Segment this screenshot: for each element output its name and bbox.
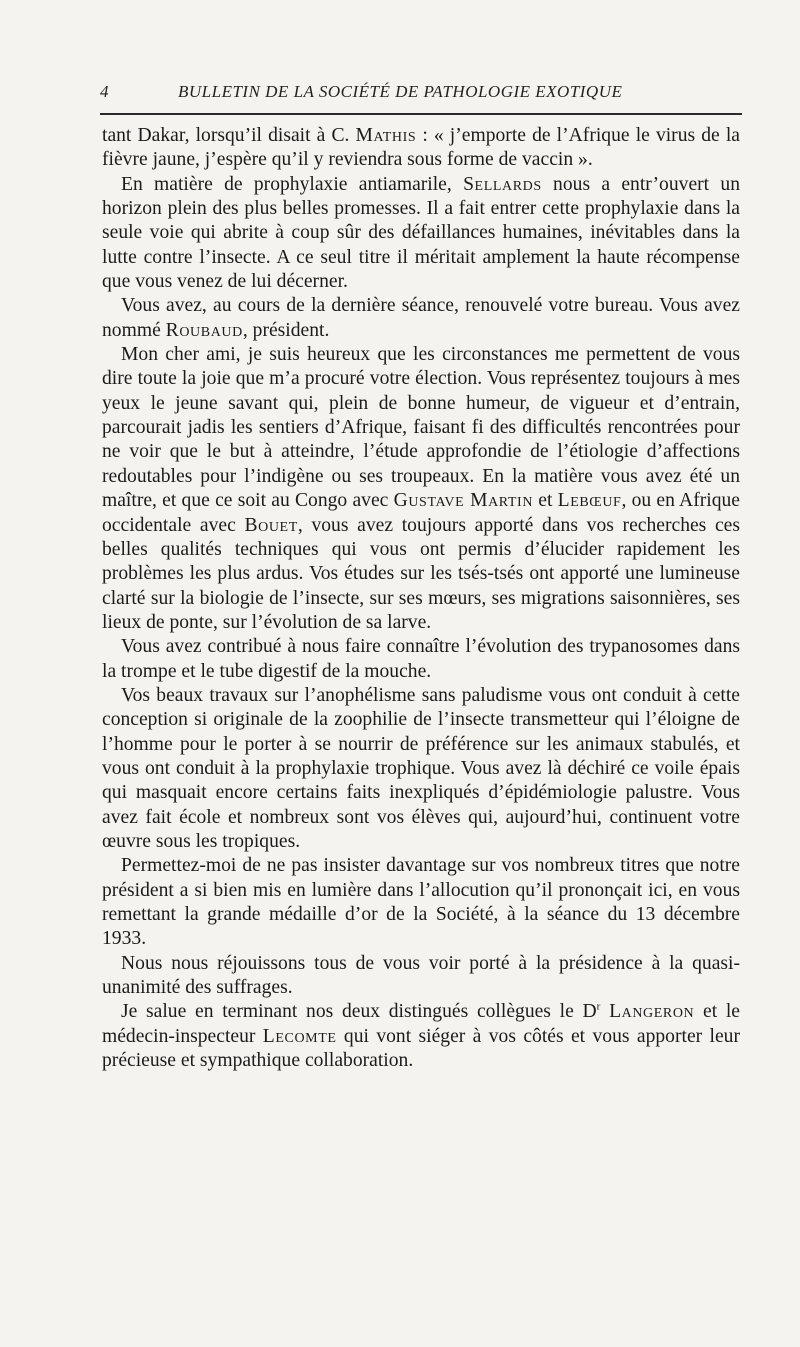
running-header [100,82,742,106]
paragraph-7 [102,854,740,951]
person-name: Sellards [463,173,542,195]
text-run: nous a entr’ouvert un horizon plein des plus belles promesses. Il a fait entrer cette prophylaxie dans la seule voie qui abrite à coup sûr des défaillances humaines, inévitables dans la lutte contre l’insecte. A ce seul titre il méritait amplement la haute récompense que vous venez de lui décerner. [102,173,740,293]
paragraph-8 [102,952,740,1001]
paragraph-5 [102,635,740,684]
paragraph-9 [102,1000,740,1073]
text-run: Vous avez, au cours de la dernière séance, renouvelé votre bureau. Vous avez nommé [102,295,740,341]
person-name: Bouet [244,514,298,536]
text-run: En matière de prophylaxie antiamarile, [121,173,464,195]
paragraph-2 [102,173,740,295]
person-name: Gustave Martin [393,490,534,512]
paragraph-1 [102,124,740,173]
text-run: , ou en Afrique occidentale avec [102,490,740,536]
text-run: Je salue en terminant nos deux distingués collègues le D [121,1001,597,1023]
text-run: qui vont siéger à vos côtés et vous apporter leur précieuse et sympathique collaboration. [102,1025,741,1072]
paragraph-3 [102,294,740,343]
text-run: , président. [242,319,330,341]
text-run: : « j’emporte de l’Afrique le virus de la fièvre jaune, j’espère qu’il y reviendra sous forme de vaccin ». [102,125,740,171]
text-run: Mon cher ami, je suis heureux que les circonstances me permettent de vous dire toute la joie que m’a procuré votre élection. Vous représentez toujours à mes yeux le jeune savant qui, plein de bonne humeur, de vigueur et d’entrain, parcourait jadis les sentiers d’Afrique, faisant fi des difficultés rencontrées pour ne voir que le but à atteindre, l’étude approfondie de l’étiologie d’affections redoutables pour l’indigène ou ses troupeaux. En la matière vous avez été un maître, et que ce soit au Congo avec [102,344,740,512]
body-text [102,124,740,1073]
text-run: Nous nous réjouissons tous de vous voir porté à la présidence à la quasi-unanimité des suffrages. [102,952,740,999]
text-run: Vos beaux travaux sur l’anophélisme sans paludisme vous ont conduit à cette conception si originale de la zoophilie de l’insecte transmetteur qui l’éloigne de l’homme pour le porter à se nourrir de préférence sur les animaux stabulés, et vous ont conduit à la prophylaxie trophique. Vous avez là déchiré ce voile épais qui masquait encore certains faits inexpliqués d’épidémiologie palustre. Vous avez fait école et nombreux sont vos élèves qui, aujourd’hui, continuent votre œuvre sous les tropiques. [102,684,740,852]
person-name: Lecomte [262,1025,337,1047]
text-run: tant Dakar, lorsqu’il disait à C. [102,125,356,146]
paragraph-6 [102,684,740,854]
header-rule [100,113,742,115]
text-run: et [533,490,558,512]
running-title: BULLETIN DE LA SOCIÉTÉ DE PATHOLOGIE EXOTIQUE [178,82,623,101]
person-name: Langeron [609,1001,695,1023]
text-run: et le médecin-inspecteur [102,1001,740,1047]
superscript: r [596,1000,601,1013]
person-name: Lebœuf [557,490,622,512]
text-run: Permettez-moi de ne pas insister davantage sur vos nombreux titres que notre président a si bien mis en lumière dans l’allocution qu’il prononçait ici, en vous remettant la grande médaille d’or de la Société, à la séance du 13 décembre 1933. [102,855,740,950]
text-run: Vous avez contribué à nous faire connaître l’évolution des trypanosomes dans la trompe et le tube digestif de la mouche. [102,636,740,682]
paragraph-4 [102,343,740,635]
page-number: 4 [100,82,109,101]
person-name: Mathis [355,125,417,146]
text-run: , vous avez toujours apporté dans vos recherches ces belles qualités techniques qui vous ont permis d’élucider rapidement les problèmes les plus ardus. Vos études sur les tsés-tsés ont apporté une lumineuse clarté sur la biologie de l’insecte, sur ses mœurs, ses migrations saisonnières, ses lieux de ponte, sur l’évolution de sa larve. [102,514,741,633]
text-run [600,1001,609,1022]
person-name: Roubaud [165,319,243,341]
